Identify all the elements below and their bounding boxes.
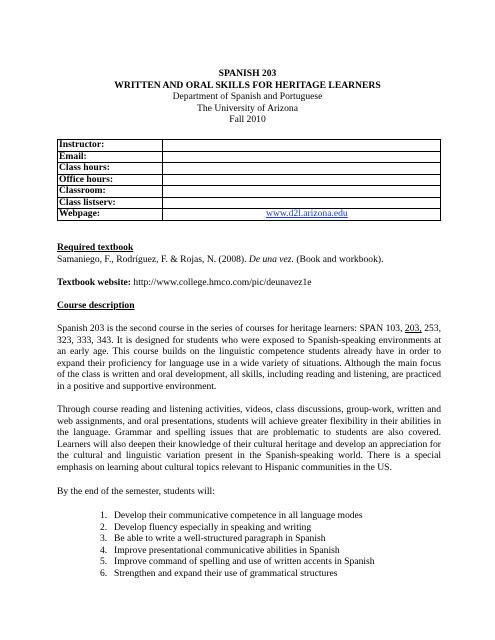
list-text: Strengthen and expand their use of grammatical structures [114, 567, 338, 579]
p1-underlined-course: 203, [404, 323, 422, 334]
textbook-block [57, 242, 441, 265]
course-description-heading: Course description [57, 300, 135, 311]
department: Department of Spanish and Portuguese [172, 91, 323, 103]
list-number: 3. [100, 533, 108, 545]
course-info-table [57, 139, 441, 221]
objectives-list [100, 510, 440, 580]
instructor-label: Instructor: [58, 140, 163, 152]
course-header [0, 68, 495, 126]
list-text: Be able to write a well-structured paragraph in Spanish [114, 533, 326, 545]
class-hours-label: Class hours: [58, 163, 163, 175]
list-number: 1. [100, 510, 108, 521]
webpage-label: Webpage: [58, 209, 163, 221]
list-item [100, 556, 440, 568]
info-row-class-hours [58, 163, 441, 175]
info-row-instructor [58, 140, 441, 152]
course-title: WRITTEN AND ORAL SKILLS FOR HERITAGE LEARNERS [114, 79, 381, 91]
listserv-label: Class listserv: [58, 197, 163, 209]
p1-text-b: 253, 323, 333, 343. It is designed for students who were exposed to Spanish-speaking environments at an early age. This course builds on the linguistic competence students already have in order to expand their proficiency for language use in a wide variety of situations. Although the main focus of the class is written and oral development, all skills, including reading and listening, are practiced in a positive and supportive environment. [57, 323, 442, 392]
info-row-webpage [58, 209, 441, 221]
classroom-label: Classroom: [58, 186, 163, 198]
list-number: 5. [100, 556, 108, 568]
p1-text-a: Spanish 203 is the second course in the series of courses for heritage learners: SPAN 103, [57, 323, 405, 334]
classroom-value [163, 186, 441, 198]
textbook-website-label: Textbook website: [57, 277, 131, 288]
class-hours-value [163, 163, 441, 175]
list-text: Improve presentational communicative abilities in Spanish [114, 544, 340, 556]
info-row-office-hours [58, 174, 441, 186]
office-hours-value [163, 174, 441, 186]
textbook-heading: Required textbook [57, 242, 134, 253]
list-item [100, 568, 440, 580]
textbook-website-url[interactable]: http://www.college.hmco.com/pic/deunavez1e [131, 277, 312, 288]
course-code: SPANISH 203 [218, 68, 277, 79]
list-text: Develop their communicative competence in all language modes [114, 510, 363, 521]
term: Fall 2010 [229, 114, 266, 126]
info-row-listserv [58, 197, 441, 209]
university: The University of Arizona [197, 102, 298, 114]
list-text: Develop fluency especially in speaking and writing [114, 521, 312, 533]
course-description-p3: By the end of the semester, students will: [57, 486, 215, 497]
list-number: 6. [100, 567, 108, 579]
textbook-citation-pre: Samaniego, F., Rodríguez, F. & Rojas, N. (2008). [57, 253, 249, 265]
course-description-p2: Through course reading and listening activities, videos, class discussions, group-work, written and web assignments, and oral presentations, students will achieve greater flexibility in their abilities in the language. Grammar and spelling issues that are problematic to students are also covered. Learners will also deepen their knowledge of their cultural heritage and develop an appreciation for the cultural and linguistic variation present in the Spanish-speaking world. There is a special emphasis on learning about cultural topics relevant to Hispanic communities in the US. [57, 404, 441, 473]
webpage-cell [163, 209, 441, 221]
list-item [100, 545, 440, 557]
list-text: Improve command of spelling and use of written accents in Spanish [114, 556, 375, 568]
textbook-website-line [57, 277, 441, 289]
instructor-value [163, 140, 441, 152]
webpage-link[interactable]: www.d2l.arizona.edu [266, 208, 348, 219]
info-row-email [58, 151, 441, 163]
listserv-value [163, 197, 441, 209]
list-number: 4. [100, 544, 108, 556]
textbook-citation-title: De una vez. [248, 253, 294, 265]
course-description-p1 [57, 323, 441, 393]
info-row-classroom [58, 186, 441, 198]
email-value [163, 151, 441, 163]
email-label: Email: [58, 151, 163, 163]
textbook-citation-post: (Book and workbook). [293, 253, 384, 265]
course-description-heading-line [57, 300, 441, 312]
list-number: 2. [100, 521, 108, 533]
list-item [100, 510, 440, 522]
list-item [100, 522, 440, 534]
office-hours-label: Office hours: [58, 174, 163, 186]
list-item [100, 533, 440, 545]
